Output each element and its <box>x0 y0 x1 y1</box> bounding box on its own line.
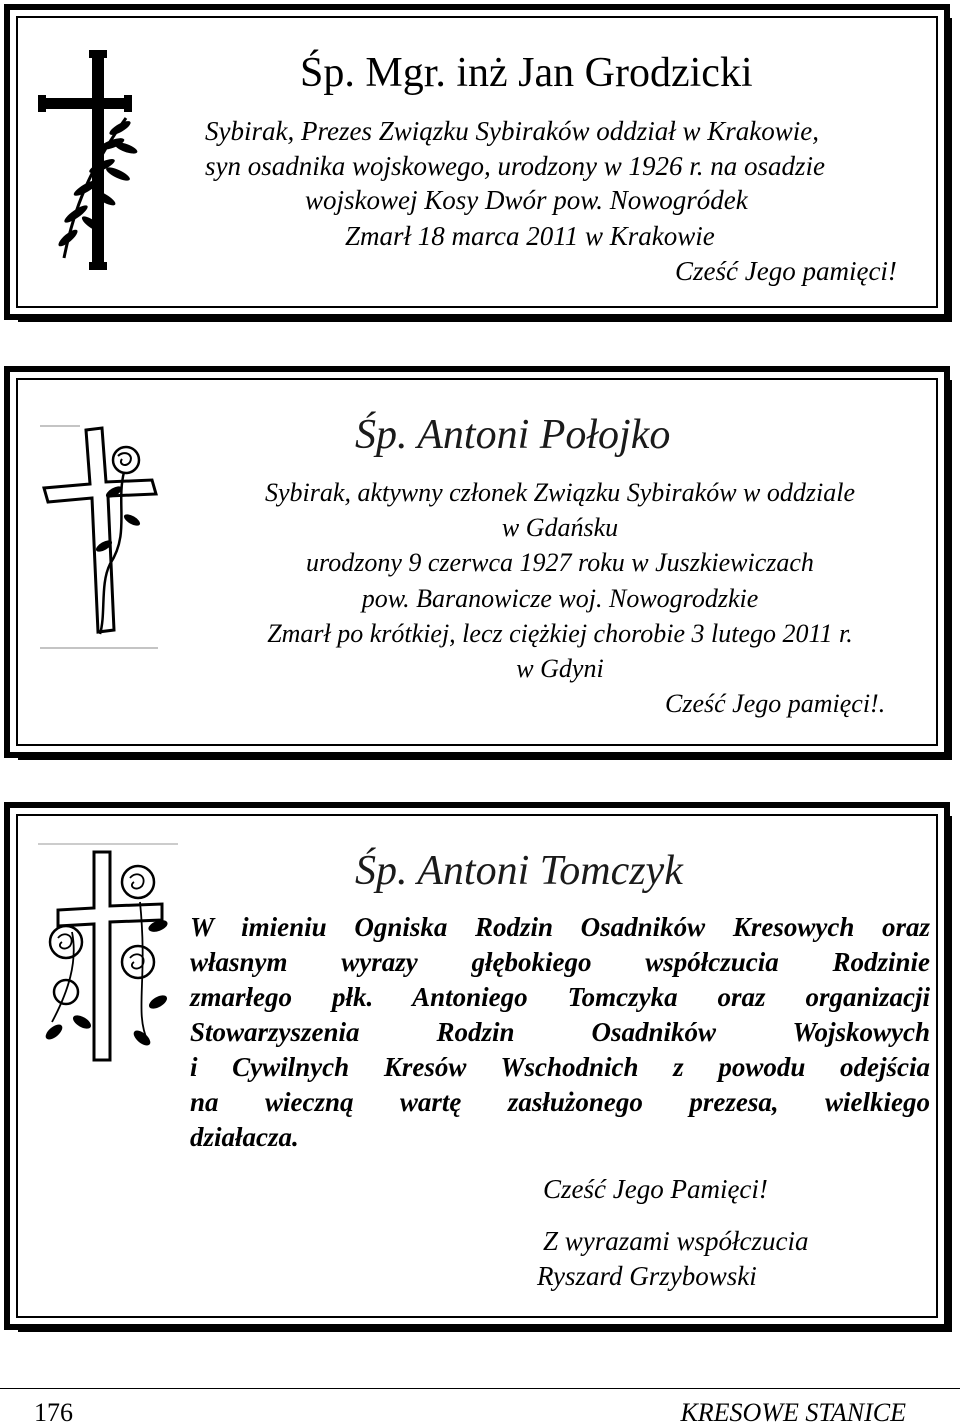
notice-3-body <box>190 914 930 1159</box>
notice-3-body-line-3: zmarłego płk. Antoniego Tomczyka oraz organizacji <box>190 982 930 1012</box>
publication-title: KRESOWE STANICE <box>680 1398 906 1427</box>
notice-3-body-line-7: działacza. <box>190 1122 299 1152</box>
notice-1-line-3: wojskowej Kosy Dwór pow. Nowogródek <box>305 185 748 215</box>
cross-with-roses-icon <box>38 842 178 1070</box>
notice-1-line-5: Cześć Jego pamięci! <box>675 256 897 286</box>
cross-with-palm-icon <box>34 48 144 270</box>
notice-1-title: Śp. Mgr. inż Jan Grodzicki <box>300 50 753 96</box>
notice-3-closing: Cześć Jego Pamięci! <box>543 1174 768 1204</box>
notice-3-condolence: Z wyrazami współczucia <box>543 1226 809 1256</box>
notice-2-line-3: urodzony 9 czerwca 1927 roku w Juszkiewiczach <box>306 548 814 577</box>
cross-with-rose-icon <box>40 424 162 650</box>
notice-3-body-line-2: własnym wyrazy głębokiego współczucia Rodzinie <box>190 947 930 977</box>
notice-1-line-4: Zmarł 18 marca 2011 w Krakowie <box>345 221 715 251</box>
notice-2-title: Śp. Antoni Połojko <box>355 412 671 458</box>
notice-2-line-1: Sybirak, aktywny członek Związku Sybiraków w oddziale <box>265 478 855 507</box>
notice-2-line-5: Zmarł po krótkiej, lecz ciężkiej chorobie 3 lutego 2011 r. <box>267 619 853 648</box>
page-number: 176 <box>34 1398 73 1427</box>
notice-3-body-line-5: i Cywilnych Kresów Wschodnich z powodu odejścia <box>190 1052 930 1082</box>
notice-3-body-line-6: na wieczną wartę zasłużonego prezesa, wielkiego <box>190 1087 930 1117</box>
notice-2-line-4: pow. Baranowicze woj. Nowogrodzkie <box>361 584 759 613</box>
notice-2-line-2: w Gdańsku <box>501 513 619 542</box>
footer-rule <box>0 1388 960 1389</box>
notice-1-line-1: Sybirak, Prezes Związku Sybiraków oddział w Krakowie, <box>205 116 819 146</box>
notice-2-line-7: Cześć Jego pamięci!. <box>665 689 886 718</box>
notice-2-line-6: w Gdyni <box>516 654 604 683</box>
notice-3-title: Śp. Antoni Tomczyk <box>355 848 683 894</box>
notice-1-line-2: syn osadnika wojskowego, urodzony w 1926 r. na osadzie <box>205 151 825 181</box>
notice-3-body-line-1: W imieniu Ogniska Rodzin Osadników Kresowych oraz <box>190 912 930 942</box>
notice-3-body-line-4: Stowarzyszenia Rodzin Osadników Wojskowych <box>190 1017 930 1047</box>
notice-3-signature: Ryszard Grzybowski <box>537 1261 757 1291</box>
